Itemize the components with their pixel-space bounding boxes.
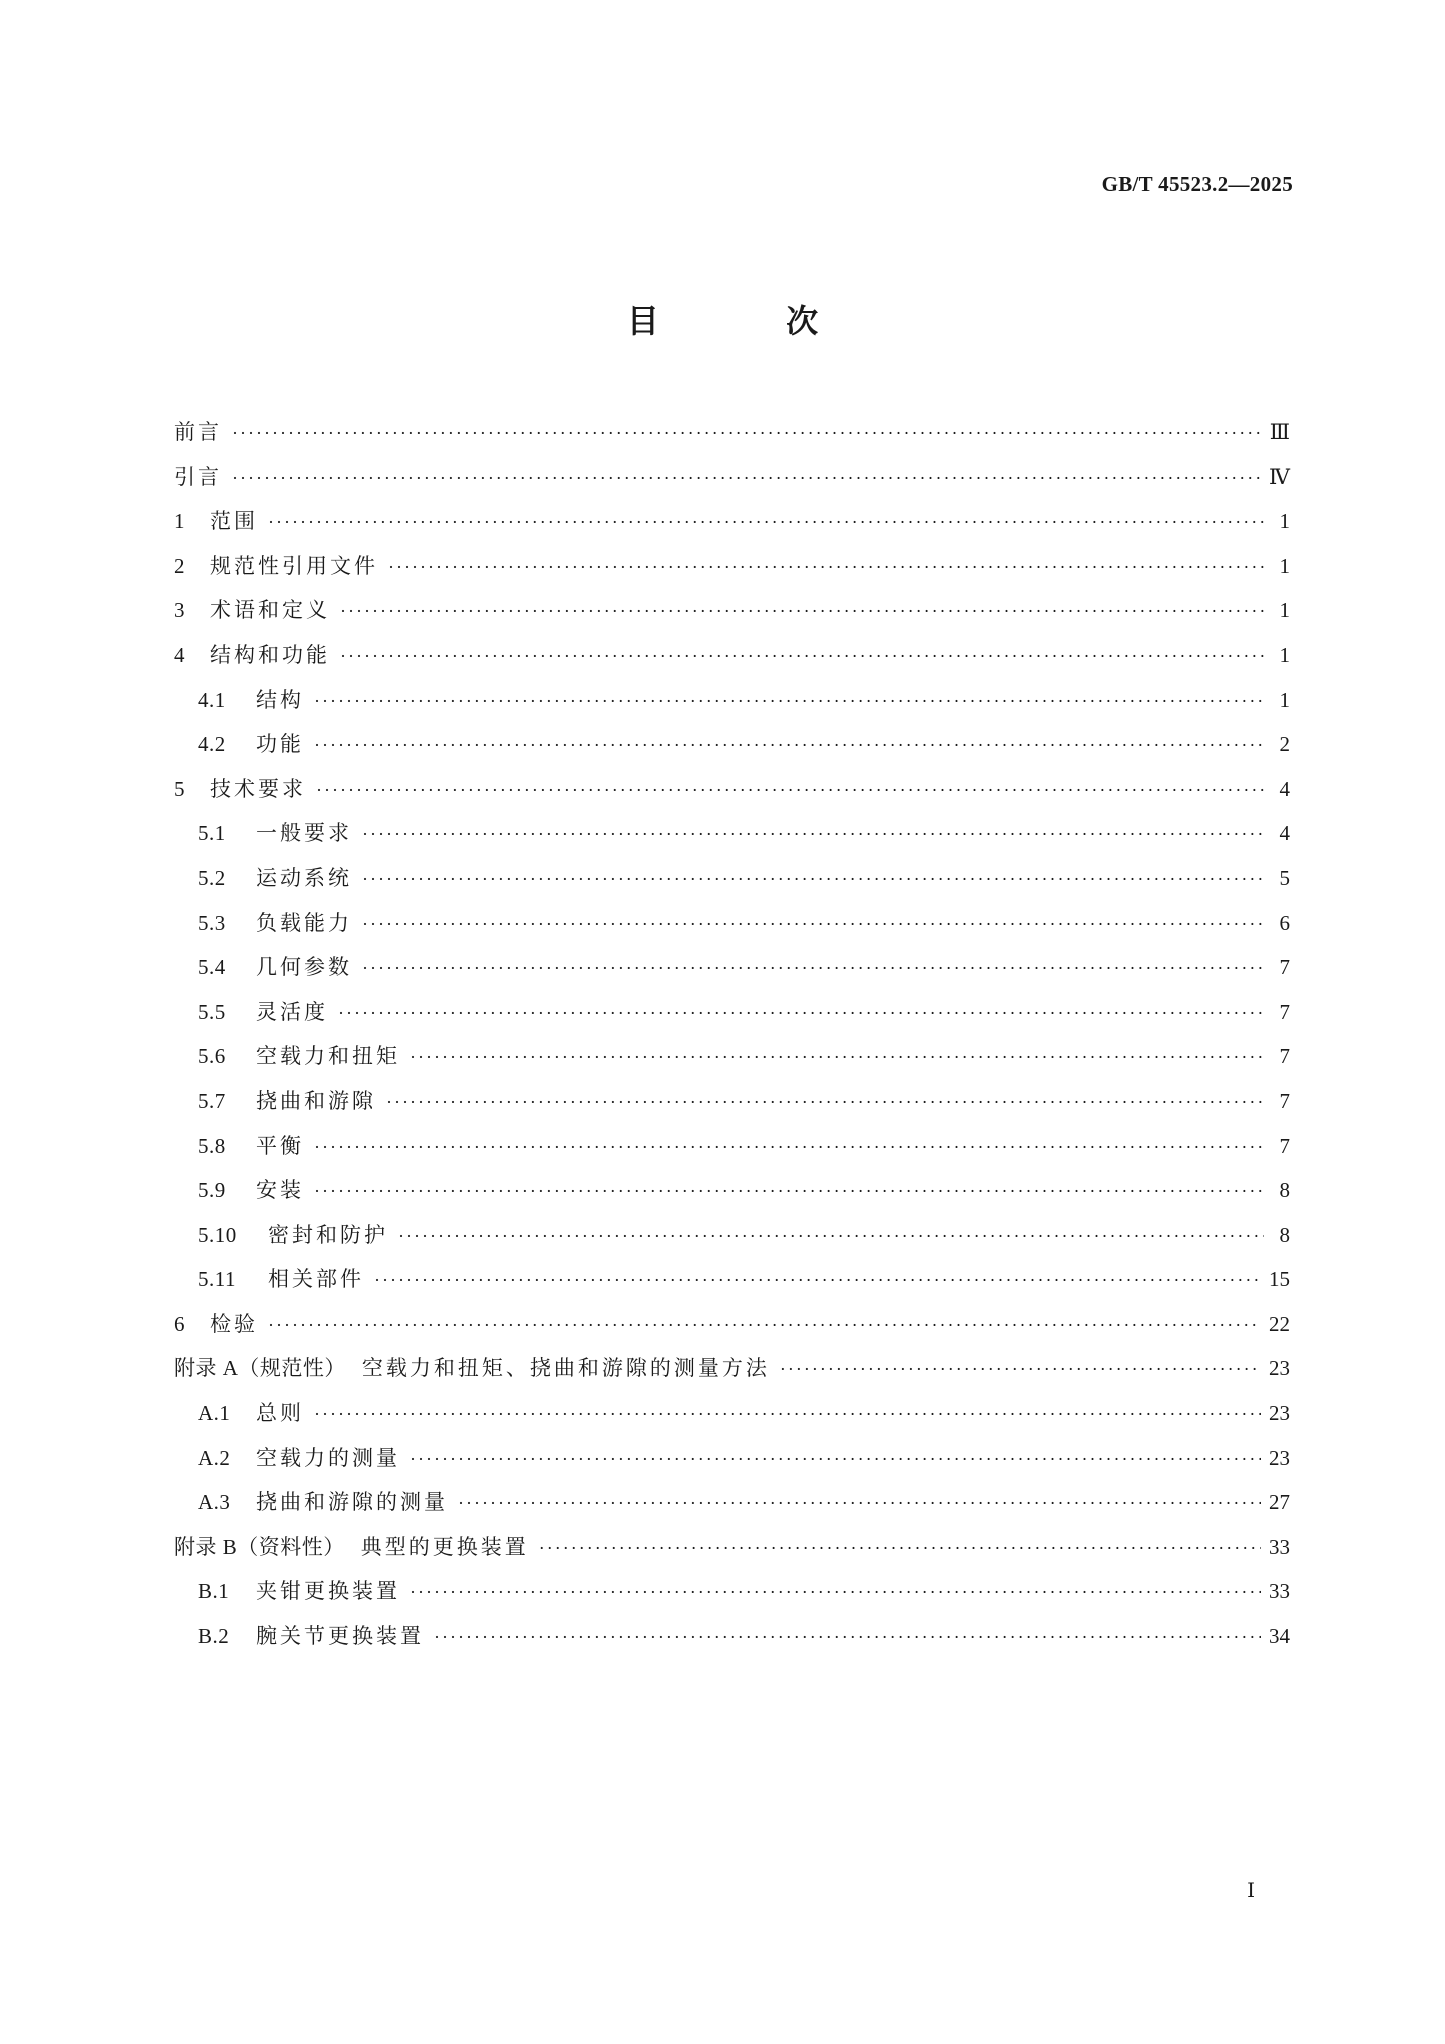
toc-entry-label: 相关部件 <box>268 1267 364 1292</box>
toc-entry-page: 4 <box>1279 821 1290 846</box>
toc-leader-dots <box>434 1615 1261 1660</box>
toc-entry-number: 5.4 <box>198 955 226 980</box>
toc-entry[interactable] <box>174 410 1290 455</box>
toc-entry[interactable] <box>174 1257 1290 1302</box>
toc-leader-dots <box>232 456 1261 501</box>
toc-entry[interactable] <box>174 1213 1290 1258</box>
page-number: Ⅰ <box>1247 1880 1255 1902</box>
toc-leader-dots <box>410 1035 1264 1080</box>
toc-entry-page: 8 <box>1279 1178 1290 1203</box>
toc-entry-page: 1 <box>1279 598 1290 623</box>
toc-entry[interactable] <box>174 767 1290 812</box>
toc-entry-label: 典型的更换装置 <box>360 1534 529 1559</box>
toc-entry-page: 23 <box>1269 1445 1290 1470</box>
toc-entry-label: 密封和防护 <box>268 1222 388 1247</box>
toc-entry-number: 5.9 <box>198 1178 226 1203</box>
toc-entry-label: 结构 <box>256 687 304 712</box>
toc-leader-dots <box>410 1437 1261 1482</box>
toc-leader-dots <box>314 1392 1261 1437</box>
toc-leader-dots <box>268 500 1264 545</box>
toc-entry-number: 附录 A（规范性） <box>174 1356 346 1381</box>
toc-leader-dots <box>388 545 1264 590</box>
toc-leader-dots <box>362 902 1264 947</box>
toc-entry-page: 8 <box>1279 1222 1290 1247</box>
toc-entry-number: 5.7 <box>198 1088 226 1113</box>
toc-entry-page: 15 <box>1269 1267 1290 1292</box>
toc-entry-number: 5.8 <box>198 1133 226 1158</box>
toc-entry-label: 空载力和扭矩、挠曲和游隙的测量方法 <box>361 1356 770 1381</box>
toc-entry-number: 1 <box>174 509 185 534</box>
toc-entry-page: 1 <box>1279 687 1290 712</box>
toc-entry[interactable] <box>174 1525 1290 1570</box>
toc-entry-number: 5.5 <box>198 999 226 1024</box>
toc-entry-number: B.1 <box>198 1579 230 1604</box>
toc-entry-number: A.2 <box>198 1445 231 1470</box>
toc-entry-page: 7 <box>1279 1088 1290 1113</box>
toc-entry[interactable] <box>174 1480 1290 1525</box>
toc-leader-dots <box>314 723 1264 768</box>
toc-entry-number: 4.2 <box>198 732 226 757</box>
toc-entry-page: 7 <box>1279 1044 1290 1069</box>
toc-leader-dots <box>398 1214 1264 1259</box>
table-of-contents <box>174 410 1290 1659</box>
toc-entry-label: 几何参数 <box>256 955 352 980</box>
toc-leader-dots <box>362 946 1264 991</box>
toc-entry-label: 空载力和扭矩 <box>256 1044 400 1069</box>
toc-entry[interactable] <box>174 1391 1290 1436</box>
toc-entry-page: Ⅳ <box>1269 464 1290 489</box>
toc-leader-dots <box>410 1570 1261 1615</box>
toc-leader-dots <box>362 812 1264 857</box>
toc-entry-page: 2 <box>1279 732 1290 757</box>
toc-entry-page: 27 <box>1269 1490 1290 1515</box>
toc-leader-dots <box>362 857 1264 902</box>
toc-entry-label: 挠曲和游隙 <box>256 1088 376 1113</box>
toc-entry[interactable] <box>174 901 1290 946</box>
toc-entry-label: 运动系统 <box>256 865 352 890</box>
toc-leader-dots <box>316 768 1264 813</box>
toc-entry-label: 检验 <box>210 1311 258 1336</box>
toc-leader-dots <box>314 1125 1264 1170</box>
toc-entry-number: B.2 <box>198 1624 230 1649</box>
toc-entry-number: 5.6 <box>198 1044 226 1069</box>
toc-entry-number: 2 <box>174 553 185 578</box>
toc-entry[interactable] <box>174 1346 1290 1391</box>
toc-entry-page: 1 <box>1279 642 1290 667</box>
toc-leader-dots <box>539 1526 1261 1571</box>
toc-entry[interactable] <box>174 1124 1290 1169</box>
toc-entry-label: 术语和定义 <box>210 598 330 623</box>
toc-entry-label: 平衡 <box>256 1133 304 1158</box>
toc-leader-dots <box>232 411 1262 456</box>
toc-entry-page: 6 <box>1279 910 1290 935</box>
toc-entry-page: 23 <box>1269 1401 1290 1426</box>
toc-entry-page: 22 <box>1269 1311 1290 1336</box>
toc-entry-number: 5.10 <box>198 1222 237 1247</box>
toc-entry-number: 5 <box>174 776 185 801</box>
toc-entry[interactable] <box>174 1079 1290 1124</box>
toc-entry-label: 结构和功能 <box>210 642 330 667</box>
toc-leader-dots <box>314 1169 1264 1214</box>
toc-entry-label: 负载能力 <box>256 910 352 935</box>
toc-entry-label: 灵活度 <box>256 999 328 1024</box>
toc-entry-number: 5.2 <box>198 865 226 890</box>
toc-entry-number: A.1 <box>198 1401 231 1426</box>
toc-entry-page: 7 <box>1279 955 1290 980</box>
toc-entry-label: 功能 <box>256 732 304 757</box>
toc-leader-dots <box>340 589 1264 634</box>
toc-entry-number: 4.1 <box>198 687 226 712</box>
toc-entry[interactable] <box>174 990 1290 1035</box>
toc-entry-label: 规范性引用文件 <box>210 553 378 578</box>
toc-entry[interactable] <box>174 1436 1290 1481</box>
toc-entry-page: 33 <box>1269 1534 1290 1559</box>
toc-entry[interactable] <box>174 856 1290 901</box>
toc-leader-dots <box>340 634 1264 679</box>
toc-entry[interactable] <box>174 811 1290 856</box>
toc-entry[interactable] <box>174 1168 1290 1213</box>
toc-entry-page: 7 <box>1279 999 1290 1024</box>
toc-entry-page: 23 <box>1269 1356 1290 1381</box>
toc-entry-number: 5.3 <box>198 910 226 935</box>
toc-entry-label: 挠曲和游隙的测量 <box>256 1490 448 1515</box>
toc-leader-dots <box>458 1481 1261 1526</box>
document-code: GB/T 45523.2—2025 <box>1101 172 1293 196</box>
toc-entry[interactable] <box>174 633 1290 678</box>
toc-entry-page: Ⅲ <box>1269 420 1290 444</box>
toc-leader-dots <box>268 1303 1261 1348</box>
toc-entry-number: A.3 <box>198 1490 231 1515</box>
toc-leader-dots <box>338 991 1264 1036</box>
toc-leader-dots <box>314 679 1264 724</box>
toc-entry-number: 4 <box>174 642 185 667</box>
toc-entry[interactable] <box>174 588 1290 633</box>
toc-entry-label: 空载力的测量 <box>256 1445 400 1470</box>
toc-entry-number: 3 <box>174 598 185 623</box>
toc-entry-page: 4 <box>1279 776 1290 801</box>
toc-entry-label: 范围 <box>210 509 258 534</box>
toc-entry-label: 技术要求 <box>210 776 306 801</box>
toc-entry-number: 附录 B（资料性） <box>174 1534 345 1559</box>
toc-entry[interactable] <box>174 1302 1290 1347</box>
toc-entry-label: 腕关节更换装置 <box>256 1624 424 1649</box>
toc-entry-page: 7 <box>1279 1133 1290 1158</box>
toc-entry[interactable] <box>174 1034 1290 1079</box>
toc-entry-page: 33 <box>1269 1579 1290 1604</box>
toc-leader-dots <box>374 1258 1261 1303</box>
toc-entry[interactable] <box>174 722 1290 767</box>
toc-entry[interactable] <box>174 544 1290 589</box>
toc-entry-label: 总则 <box>256 1401 304 1426</box>
toc-entry-number: 5.11 <box>198 1267 236 1292</box>
toc-entry[interactable] <box>174 678 1290 723</box>
toc-entry-number: 6 <box>174 1311 185 1336</box>
page-title: 目 次 <box>626 302 877 340</box>
toc-entry-number: 5.1 <box>198 821 226 846</box>
toc-entry-page: 1 <box>1279 553 1290 578</box>
toc-entry[interactable] <box>174 945 1290 990</box>
toc-entry[interactable] <box>174 499 1290 544</box>
toc-entry-page: 34 <box>1269 1624 1290 1649</box>
toc-entry-label: 一般要求 <box>256 821 352 846</box>
toc-leader-dots <box>386 1080 1264 1125</box>
toc-entry[interactable] <box>174 1569 1290 1614</box>
toc-leader-dots <box>780 1347 1261 1392</box>
toc-entry[interactable] <box>174 1614 1290 1659</box>
toc-entry-label: 引言 <box>174 464 222 489</box>
toc-entry-label: 前言 <box>174 420 222 444</box>
toc-entry-page: 1 <box>1279 509 1290 534</box>
toc-entry-label: 安装 <box>256 1178 304 1203</box>
toc-entry-page: 5 <box>1279 865 1290 890</box>
toc-entry[interactable] <box>174 455 1290 500</box>
toc-entry-label: 夹钳更换装置 <box>256 1579 400 1604</box>
